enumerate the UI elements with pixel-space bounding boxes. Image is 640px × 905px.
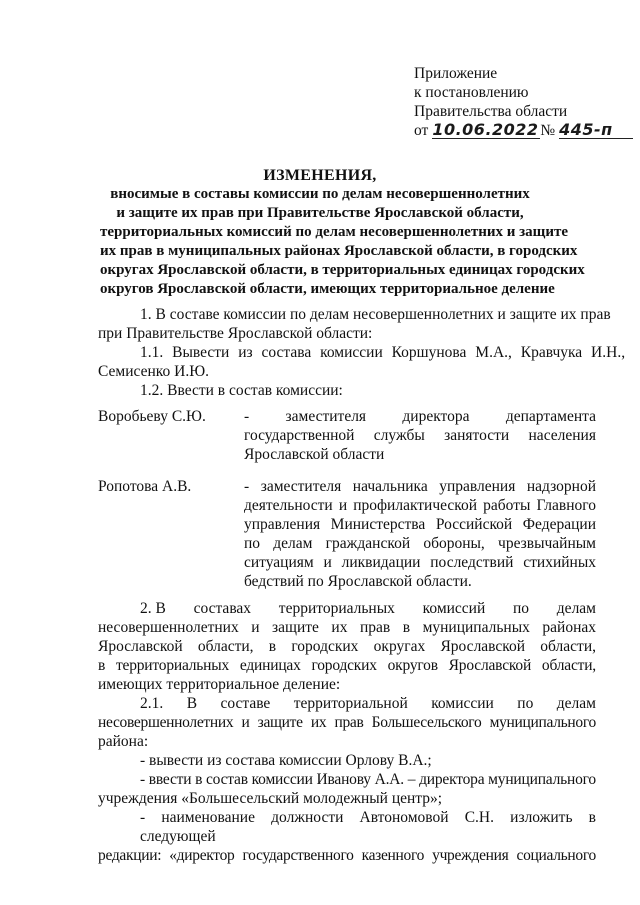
section1-intro-line: при Правительстве Ярославской области: xyxy=(98,325,373,342)
s2-word: по xyxy=(517,695,534,712)
member-name: Ропотова А.В. xyxy=(98,478,192,495)
s2-word: 2.1. xyxy=(140,695,164,712)
appendix-line-1: Приложение xyxy=(414,65,498,82)
desc-word: Ярославской области xyxy=(244,446,385,463)
s2-word: территориальной xyxy=(293,695,408,712)
member-description xyxy=(244,407,596,464)
member-desc-line xyxy=(244,407,596,426)
section2-line xyxy=(98,599,596,618)
section2-line: несовершеннолетних и защите их прав в муниципальных районах xyxy=(98,619,596,636)
item-2-1-line: района: xyxy=(98,733,149,750)
member-desc-line: управления Министерства Российской Федерации xyxy=(244,516,596,533)
handwritten-date: 10.06.2022 xyxy=(432,120,539,139)
bullet-rename-line: - наименование должности Автономовой С.Н. изложить в следующей xyxy=(140,809,596,845)
desc-word: заместителя xyxy=(285,408,367,425)
section-1 xyxy=(98,305,626,400)
bullet-remove: - вывести из состава комиссии Орлову В.А.; xyxy=(140,752,432,769)
member-description xyxy=(244,477,596,591)
desc-word: департамента xyxy=(505,408,596,425)
heading-line: округах Ярославской области, в территориальных единицах городских xyxy=(100,262,585,278)
member-desc-line xyxy=(244,426,596,445)
section2-line: Ярославской области, в городских округах Ярославской области, xyxy=(98,638,596,655)
heading-line: их прав в муниципальных районах Ярославской области, в городских xyxy=(100,243,578,259)
s2-word: комиссий xyxy=(422,600,486,617)
appendix-line-2: к постановлению xyxy=(414,84,529,101)
s2-word: комиссии xyxy=(431,695,494,712)
member-desc-line xyxy=(244,477,596,496)
s2-word: по xyxy=(513,600,530,617)
s2-word: территориальных xyxy=(278,600,395,617)
bullet-add-line: - ввести в состав комиссии Иванову А.А. – директора муниципального xyxy=(140,771,596,788)
section2-line: имеющих территориальное деление: xyxy=(98,676,341,693)
number-sign: № xyxy=(540,122,556,139)
s2-word: составе xyxy=(220,695,271,712)
appendix-block xyxy=(414,64,624,140)
desc-word: занятости xyxy=(444,427,510,444)
desc-text: заместителя начальника управления надзорной xyxy=(260,478,596,495)
member-desc-line xyxy=(244,445,596,464)
handwritten-number: 445-п xyxy=(559,121,633,139)
member-desc-line: ситуациям и ликвидации последствий стихийных xyxy=(244,554,596,571)
item-1-1-line: 1.1. Вывести из состава комиссии Коршунова М.А., Кравчука И.Н., xyxy=(140,344,626,361)
bullet-rename-line: редакции: «директор государственного казенного учреждения социального xyxy=(98,847,596,864)
item-2-1-line xyxy=(98,694,596,713)
member-name: Воробьеву С.Ю. xyxy=(98,408,206,425)
s2-word: В xyxy=(186,695,198,712)
item-1-2: 1.2. Ввести в состав комиссии: xyxy=(140,382,343,399)
heading-line: территориальных комиссий по делам несовершеннолетних и защите xyxy=(100,224,568,240)
section2-line: в территориальных единицах городских округов Ярославской области, xyxy=(98,657,596,674)
s2-word: делам xyxy=(556,695,596,712)
section1-intro-line: 1. В составе комиссии по делам несовершеннолетних и защите их прав xyxy=(140,306,611,323)
appendix-line-3: Правительства области xyxy=(414,103,568,120)
section-2 xyxy=(98,599,596,865)
heading-line: и защите их прав при Правительстве Ярославской области, xyxy=(116,205,524,221)
member-dash: - xyxy=(244,478,250,495)
date-prefix: от xyxy=(414,122,429,139)
s2-word: 2. В xyxy=(140,600,166,617)
heading-line: вносимые в составы комиссии по делам несовершеннолетних xyxy=(110,186,530,202)
appendix-date-row xyxy=(414,121,624,140)
s2-word: составах xyxy=(193,600,252,617)
item-1-1-line: Семисенко И.Ю. xyxy=(98,363,209,380)
desc-word: службы xyxy=(373,427,425,444)
desc-word: государственной xyxy=(244,427,355,444)
desc-word: населения xyxy=(528,427,596,444)
member-desc-line: по делам гражданской обороны, чрезвычайным xyxy=(244,535,596,552)
member-desc-line: бедствий по Ярославской области. xyxy=(244,573,472,590)
item-2-1-line: несовершеннолетних и защите их прав Большесельского муниципального xyxy=(98,714,596,731)
s2-word: делам xyxy=(556,600,596,617)
member-dash: - xyxy=(244,408,250,425)
desc-word: директора xyxy=(402,408,470,425)
heading-title: ИЗМЕНЕНИЯ, xyxy=(263,167,377,184)
document-heading xyxy=(100,166,585,299)
member-desc-line: деятельности и профилактической работы Главного xyxy=(244,497,596,514)
heading-line: округов Ярославской области, имеющих территориальное деление xyxy=(100,281,555,297)
bullet-add-line: учреждения «Большесельский молодежный центр»; xyxy=(98,790,443,807)
